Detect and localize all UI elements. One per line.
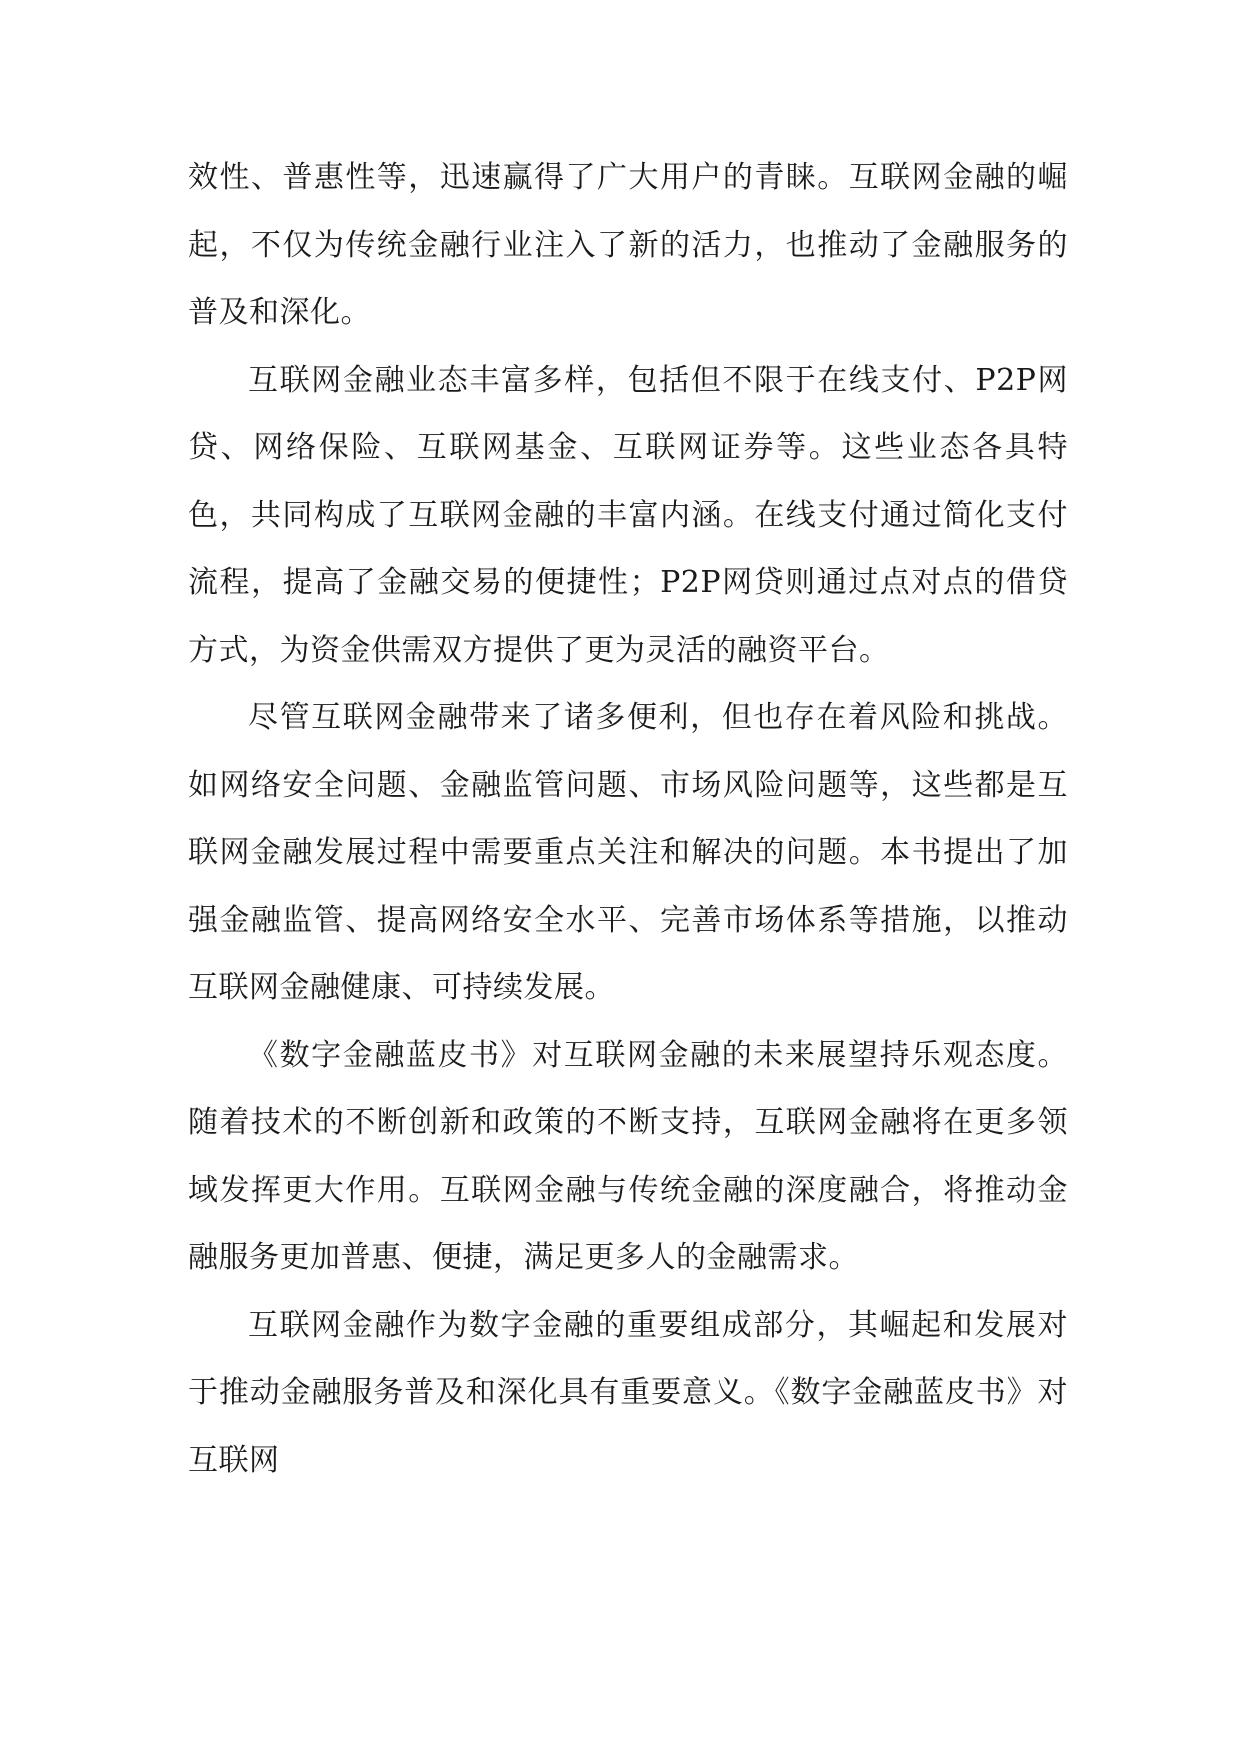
paragraph-2: 互联网金融业态丰富多样，包括但不限于在线支付、P2P网贷、网络保险、互联网基金、互联网证券等。这些业态各具特色，共同构成了互联网金融的丰富内涵。在线支付通过简化支付流程，提高了金融交易的便捷性；P2P网贷则通过点对点的借贷方式，为资金供需双方提供了更为灵活的融资平台。 (188, 362, 1068, 668)
paragraph-3: 尽管互联网金融带来了诸多便利，但也存在着风险和挑战。如网络安全问题、金融监管问题、市场风险问题等，这些都是互联网金融发展过程中需要重点关注和解决的问题。本书提出了加强金融监管、提高网络安全水平、完善市场体系等措施，以推动互联网金融健康、可持续发展。 (188, 700, 1068, 1005)
paragraph-4: 《数字金融蓝皮书》对互联网金融的未来展望持乐观态度。随着技术的不断创新和政策的不断支持，互联网金融将在更多领域发挥更大作用。互联网金融与传统金融的深度融合，将推动金融服务更加普惠、便捷，满足更多人的金融需求。 (188, 1037, 1068, 1275)
body-text (188, 144, 1068, 1494)
paragraph-5: 互联网金融作为数字金融的重要组成部分，其崛起和发展对于推动金融服务普及和深化具有重要意义。《数字金融蓝皮书》对互联网 (188, 1307, 1068, 1478)
paragraph-1: 效性、普惠性等，迅速赢得了广大用户的青睐。互联网金融的崛起，不仅为传统金融行业注入了新的活力，也推动了金融服务的普及和深化。 (188, 160, 1068, 330)
